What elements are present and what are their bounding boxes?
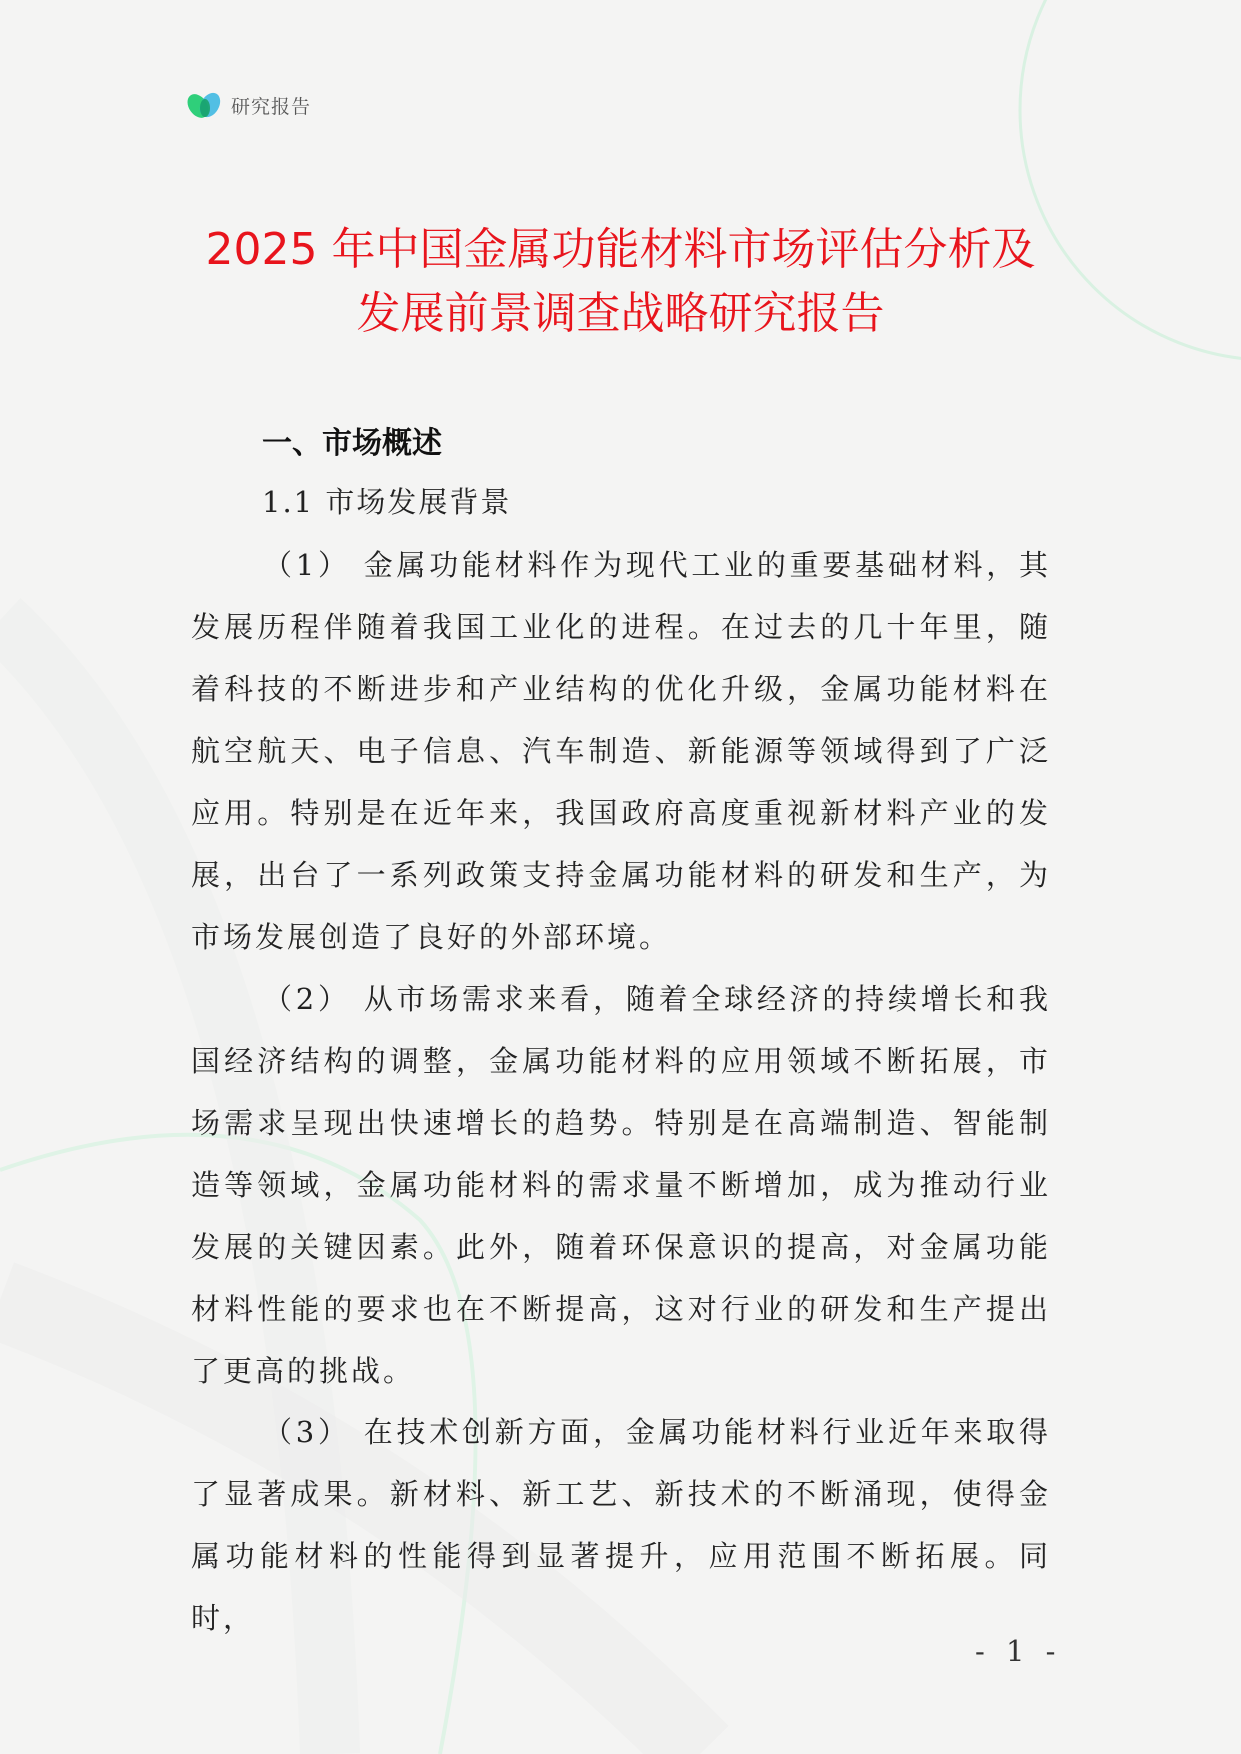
- leaf-logo-icon: [187, 89, 223, 121]
- title-line-1: 2025 年中国金属功能材料市场评估分析及: [205, 224, 1036, 275]
- paragraph-1: （1） 金属功能材料作为现代工业的重要基础材料，其发展历程伴随着我国工业化的进程。在过去的几十年里，随着科技的不断进步和产业结构的优化升级，金属功能材料在航空航天、电子信息、汽车制造、新能源等领域得到了广泛应用。特别是在近年来，我国政府高度重视新材料产业的发展，出台了一系列政策支持金属功能材料的研发和生产，为市场发展创造了良好的外部环境。: [191, 548, 1051, 954]
- header-brand: [187, 89, 311, 121]
- subsection-heading: 1.1 市场发展背景: [262, 485, 512, 519]
- brand-label: 研究报告: [231, 95, 312, 118]
- paragraph-2: （2） 从市场需求来看，随着全球经济的持续增长和我国经济结构的调整，金属功能材料的应用领域不断拓展，市场需求呈现出快速增长的趋势。特别是在高端制造、智能制造等领域，金属功能材料的需求量不断增加，成为推动行业发展的关键因素。此外，随着环保意识的提高，对金属功能材料性能的要求也在不断提高，这对行业的研发和生产提出了更高的挑战。: [191, 982, 1051, 1388]
- paragraph-3: （3） 在技术创新方面，金属功能材料行业近年来取得了显著成果。新材料、新工艺、新技术的不断涌现，使得金属功能材料的性能得到显著提升，应用范围不断拓展。同时，: [191, 1415, 1051, 1635]
- section-heading: 一、市场概述: [262, 426, 442, 461]
- page-number: - 1 -: [975, 1634, 1062, 1668]
- title-line-2: 发展前景调查战略研究报告: [356, 288, 885, 339]
- document-title: [150, 218, 1091, 346]
